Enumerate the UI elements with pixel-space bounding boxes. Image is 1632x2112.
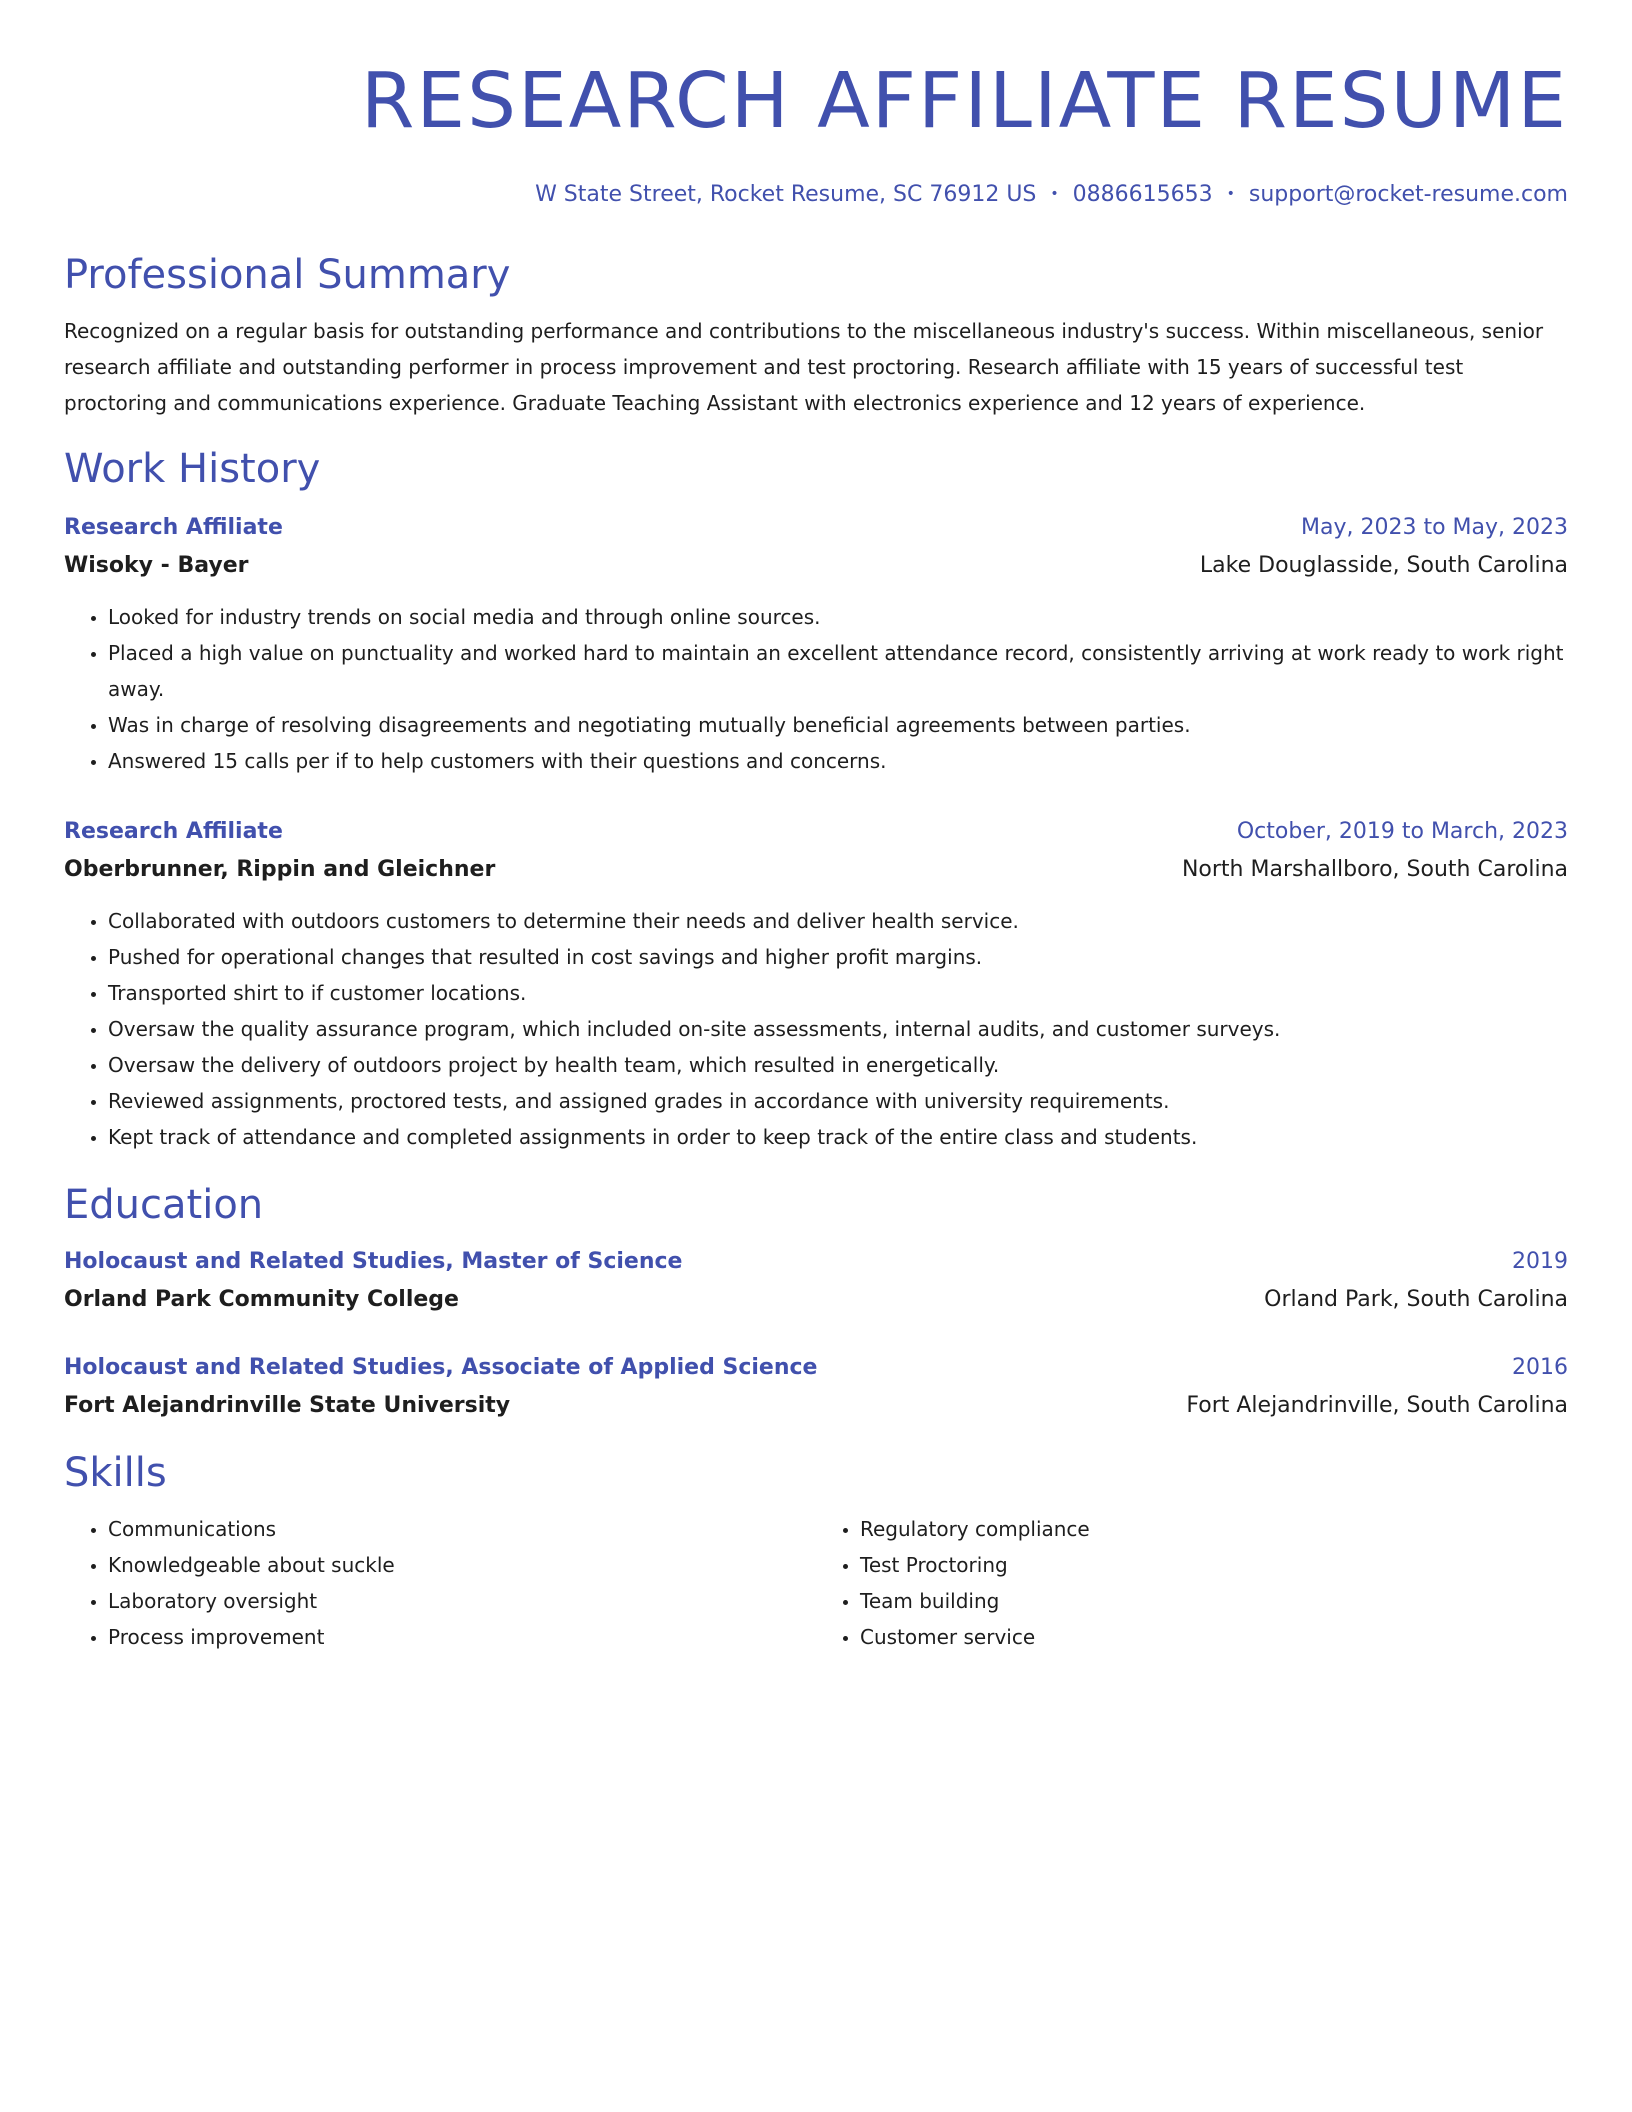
education-entry bbox=[64, 1243, 1568, 1319]
list-item: • Reviewed assignments, proctored tests, and assigned grades in accordance with university requirements. bbox=[108, 1083, 1568, 1119]
job-title: Research Affiliate bbox=[64, 819, 283, 844]
job-header bbox=[64, 509, 1568, 547]
job-subheader bbox=[64, 851, 1568, 889]
list-item: • Was in charge of resolving disagreements and negotiating mutually beneficial agreements between parties. bbox=[108, 707, 1568, 743]
education-year: 2019 bbox=[1512, 1249, 1568, 1274]
email-link[interactable]: support@rocket-resume.com bbox=[1248, 182, 1568, 207]
job-location: Lake Douglasside, South Carolina bbox=[1199, 553, 1568, 578]
skill-item: • Test Proctoring bbox=[860, 1547, 1568, 1583]
list-item: • Collaborated with outdoors customers to determine their needs and deliver health service. bbox=[108, 903, 1568, 939]
job-subheader bbox=[64, 547, 1568, 585]
contact-line bbox=[64, 178, 1568, 211]
list-item: • Kept track of attendance and completed assignments in order to keep track of the entire class and students. bbox=[108, 1119, 1568, 1155]
education-location: Fort Alejandrinville, South Carolina bbox=[1186, 1393, 1568, 1418]
address-text: W State Street, Rocket Resume, SC 76912 US bbox=[535, 182, 1037, 207]
skill-item: • Laboratory oversight bbox=[108, 1583, 816, 1619]
job-title: Research Affiliate bbox=[64, 515, 283, 540]
job-company: Wisoky - Bayer bbox=[64, 553, 249, 578]
summary-paragraph: Recognized on a regular basis for outstanding performance and contributions to the miscellaneous industry's success. Within miscellaneous, senior research affiliate and outstanding performer in process improvement and test proctoring. Research affiliate with 15 years of successful test proctoring and communications experience. Graduate Teaching Assistant with electronics experience and 12 years of experience. bbox=[64, 319, 1544, 415]
section-title-work-history: Work History bbox=[64, 446, 321, 492]
skill-item: • Knowledgeable about suckle bbox=[108, 1547, 816, 1583]
list-item: • Answered 15 calls per if to help customers with their questions and concerns. bbox=[108, 743, 1568, 779]
education-degree: Holocaust and Related Studies, Master of Science bbox=[64, 1249, 683, 1274]
skill-item: • Customer service bbox=[860, 1619, 1568, 1655]
skills-column-right bbox=[816, 1511, 1568, 1655]
list-item: • Oversaw the delivery of outdoors project by health team, which resulted in energetically. bbox=[108, 1047, 1568, 1083]
job-dates: October, 2019 to March, 2023 bbox=[1236, 819, 1568, 844]
separator-dot: • bbox=[1226, 186, 1235, 202]
education-school: Orland Park Community College bbox=[64, 1287, 459, 1312]
skills-grid bbox=[64, 1511, 1568, 1655]
skill-item: • Team building bbox=[860, 1583, 1568, 1619]
phone-text: 0886615653 bbox=[1072, 182, 1213, 207]
skills-column-left bbox=[64, 1511, 816, 1655]
education-degree: Holocaust and Related Studies, Associate of Applied Science bbox=[64, 1355, 818, 1380]
list-item: • Oversaw the quality assurance program, which included on-site assessments, internal audits, and customer surveys. bbox=[108, 1011, 1568, 1047]
job-entry bbox=[64, 509, 1568, 779]
skills-list bbox=[816, 1511, 1568, 1655]
list-item: • Pushed for operational changes that resulted in cost savings and higher profit margins. bbox=[108, 939, 1568, 975]
section-title-education: Education bbox=[64, 1182, 264, 1228]
job-header bbox=[64, 813, 1568, 851]
job-location: North Marshallboro, South Carolina bbox=[1181, 857, 1568, 882]
education-entry bbox=[64, 1349, 1568, 1425]
skill-item: • Regulatory compliance bbox=[860, 1511, 1568, 1547]
job-company: Oberbrunner, Rippin and Gleichner bbox=[64, 857, 496, 882]
list-item: • Placed a high value on punctuality and worked hard to maintain an excellent attendance record, consistently arriving at work ready to work right away. bbox=[108, 635, 1568, 707]
skill-item: • Communications bbox=[108, 1511, 816, 1547]
education-header bbox=[64, 1349, 1568, 1387]
separator-dot: • bbox=[1050, 186, 1059, 202]
skills-list bbox=[64, 1511, 816, 1655]
skill-item: • Process improvement bbox=[108, 1619, 816, 1655]
education-subheader bbox=[64, 1281, 1568, 1319]
job-bullets bbox=[64, 599, 1568, 779]
section-title-skills: Skills bbox=[64, 1450, 167, 1496]
list-item: • Looked for industry trends on social media and through online sources. bbox=[108, 599, 1568, 635]
job-entry bbox=[64, 813, 1568, 1155]
education-subheader bbox=[64, 1387, 1568, 1425]
education-school: Fort Alejandrinville State University bbox=[64, 1393, 511, 1418]
job-bullets bbox=[64, 903, 1568, 1155]
education-year: 2016 bbox=[1512, 1355, 1568, 1380]
education-header bbox=[64, 1243, 1568, 1281]
job-dates: May, 2023 to May, 2023 bbox=[1301, 515, 1568, 540]
education-location: Orland Park, South Carolina bbox=[1264, 1287, 1568, 1312]
section-title-summary: Professional Summary bbox=[64, 252, 511, 298]
list-item: • Transported shirt to if customer locations. bbox=[108, 975, 1568, 1011]
resume-title: RESEARCH AFFILIATE RESUME bbox=[360, 57, 1568, 146]
